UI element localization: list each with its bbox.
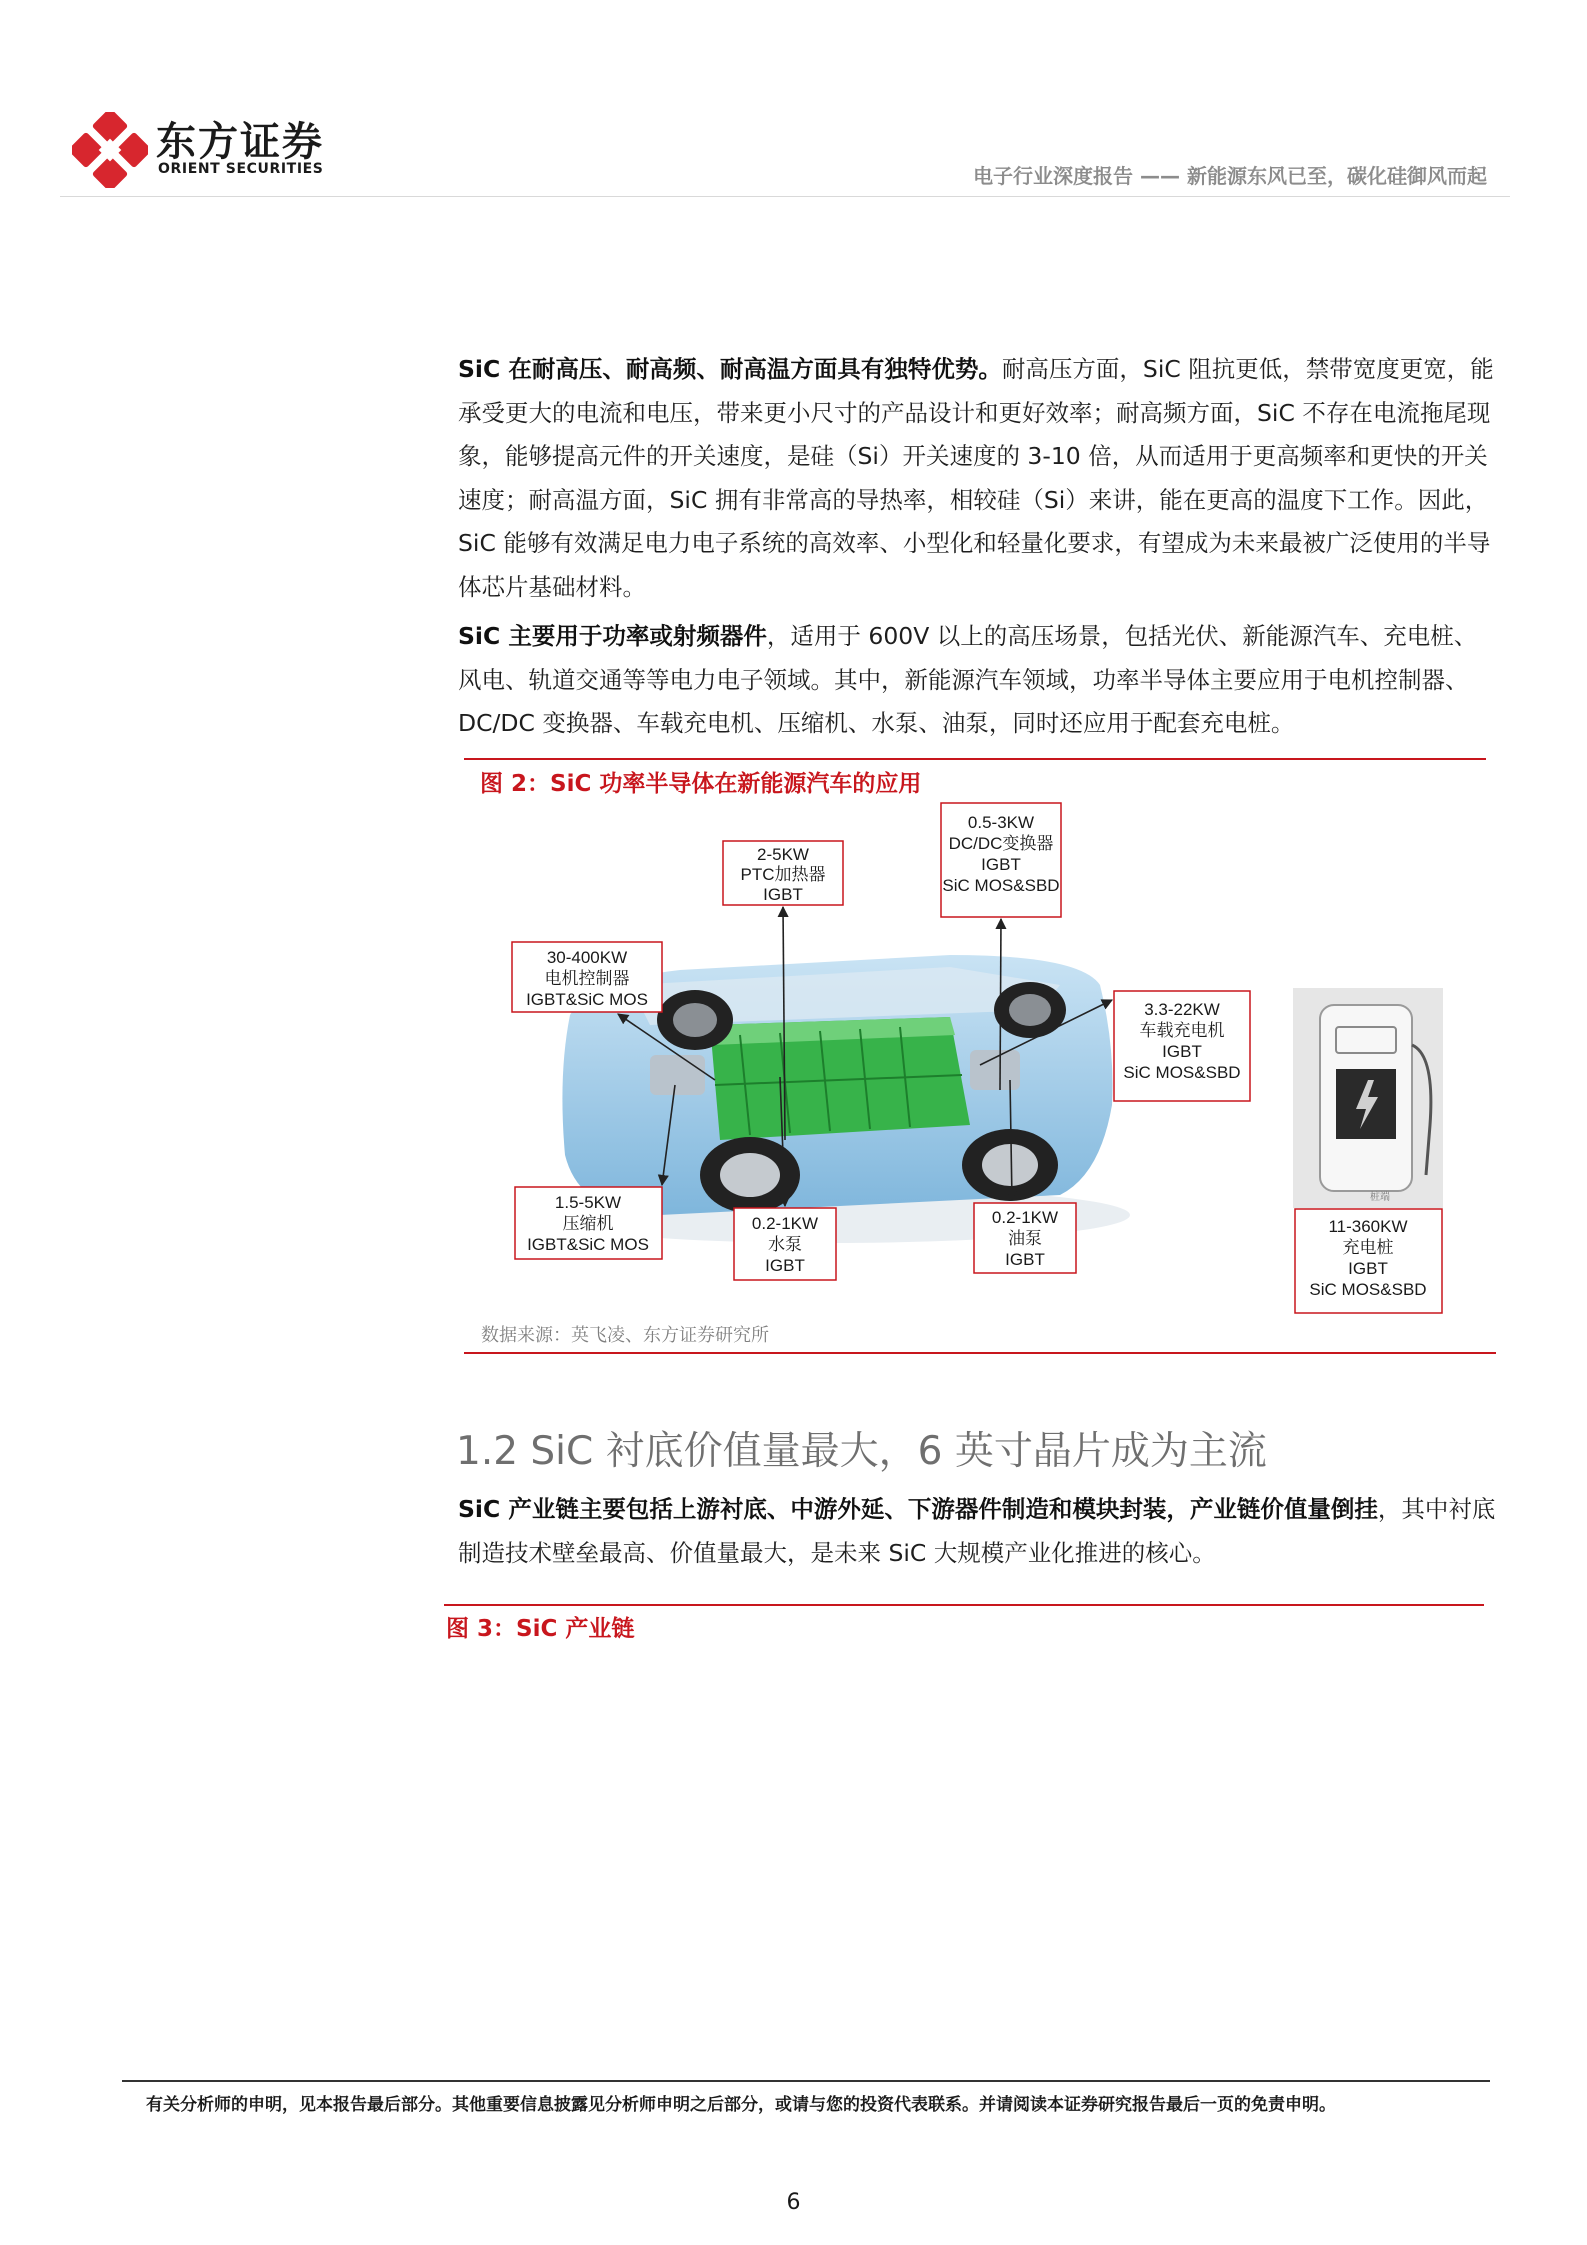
wheel-icon xyxy=(994,982,1066,1038)
label-box-onboard-charger xyxy=(1114,991,1250,1101)
paragraph-lead: SiC 产业链主要包括上游衬底、中游外延、下游器件制造和模块封装，产业链价值量倒挂 xyxy=(458,1495,1378,1523)
logo-chinese-name: 东方证券 xyxy=(156,119,324,165)
svg-text:2-5KWPTC加热器IGBT: 2-5KW PTC加热器 IGBT xyxy=(740,845,826,904)
label-box-motor-controller xyxy=(512,942,662,1012)
figure-2-source: 数据来源：英飞凌、东方证券研究所 xyxy=(481,1325,769,1346)
logo-english-name: ORIENT SECURITIES xyxy=(158,161,324,177)
battery-pack-icon xyxy=(710,1017,970,1140)
svg-text:30-400KW电机控制器IGBT&SiC MOS: 30-400KW 电机控制器 IGBT&SiC MOS xyxy=(526,948,648,1009)
paragraph-lead: SiC 在耐高压、耐高频、耐高温方面具有独特优势。 xyxy=(458,355,1002,383)
svg-text:0.2-1KW水泵IGBT: 0.2-1KW 水泵 IGBT xyxy=(751,1214,819,1275)
svg-text:0.5-3KWDC/DC变换器IGBTSiC MOS&SBD: 0.5-3KW DC/DC变换器 IGBT SiC MOS&SBD xyxy=(942,813,1060,895)
paragraph-body: ，适用于 600V 以上的高压场景，包括光伏、新能源汽车、充电桩、风电、轨道交通等等电力电子领域。其中，新能源汽车领域，功率半导体主要应用于电机控制器、DC/DC 变换器、车载充电机、压缩机、水泵、油泵，同时还应用于配套充电桩。 xyxy=(458,622,1478,737)
svg-text:1.5-5KW压缩机IGBT&SiC MOS: 1.5-5KW 压缩机 IGBT&SiC MOS xyxy=(527,1193,649,1254)
label-box-charging-pile xyxy=(1295,1209,1442,1313)
charger-image-label: 桩端 xyxy=(1370,1192,1390,1203)
figure-3-caption: 图 3：SiC 产业链 xyxy=(446,1616,635,1642)
paragraph-sic-industry-chain xyxy=(458,1488,1498,1575)
paragraph-sic-advantages xyxy=(458,348,1498,609)
sic-ev-application-diagram xyxy=(500,795,1460,1315)
section-heading: 1.2 SiC 衬底价值量最大，6 英寸晶片成为主流 xyxy=(456,1429,1267,1474)
paragraph-sic-applications xyxy=(458,615,1498,746)
label-box-water-pump xyxy=(734,1208,836,1280)
footer-disclaimer: 有关分析师的申明，见本报告最后部分。其他重要信息披露见分析师申明之后部分，或请与您的投资代表联系。并请阅读本证券研究报告最后一页的免责申明。 xyxy=(146,2095,1336,2115)
paragraph-body: ，其中衬底制造技术壁垒最高、价值量最大，是未来 SiC 大规模产业化推进的核心。 xyxy=(458,1495,1496,1567)
figure-2-top-rule xyxy=(464,758,1486,760)
label-box-compressor xyxy=(515,1187,662,1259)
report-title: 电子行业深度报告 —— 新能源东风已至，碳化硅御风而起 xyxy=(973,164,1487,188)
label-box-dcdc-converter xyxy=(941,803,1061,917)
wheel-icon xyxy=(962,1129,1058,1201)
orient-securities-logo-icon xyxy=(72,112,148,188)
label-box-oil-pump xyxy=(974,1203,1076,1273)
footer-divider xyxy=(122,2080,1490,2082)
paragraph-body: 耐高压方面，SiC 阻抗更低，禁带宽度更宽，能承受更大的电流和电压，带来更小尺寸的产品设计和更好效率；耐高频方面，SiC 不存在电流拖尾现象，能够提高元件的开关速度，是硅（Si）开关速度的 3-10 倍，从而适用于更高频率和更快的开关速度；耐高温方面，SiC 拥有非常高的导热率，相较硅（Si）来讲，能在更高的温度下工作。因此，SiC 能够有效满足电力电子系统的高效率、小型化和轻量化要求，有望成为未来最被广泛使用的半导体芯片基础材料。 xyxy=(458,355,1494,601)
svg-text:0.2-1KW油泵IGBT: 0.2-1KW 油泵 IGBT xyxy=(991,1208,1059,1269)
svg-text:11-360KW充电桩IGBTSiC MOS&SBD: 11-360KW 充电桩 IGBT SiC MOS&SBD xyxy=(1309,1217,1427,1299)
header-divider xyxy=(60,196,1510,197)
page-number: 6 xyxy=(786,2190,801,2215)
rear-motor-component-icon xyxy=(970,1050,1020,1090)
figure-2-bottom-rule xyxy=(464,1352,1496,1354)
motor-component-icon xyxy=(650,1055,705,1095)
wheel-icon xyxy=(657,990,733,1050)
figure-2-caption: 图 2：SiC 功率半导体在新能源汽车的应用 xyxy=(480,771,922,797)
figure-3-top-rule xyxy=(444,1604,1484,1606)
paragraph-lead: SiC 主要用于功率或射频器件 xyxy=(458,622,767,650)
svg-text:3.3-22KW车载充电机IGBTSiC MOS&SBD: 3.3-22KW 车载充电机 IGBT SiC MOS&SBD xyxy=(1123,1000,1241,1082)
charging-station-illustration xyxy=(1293,988,1443,1208)
label-box-ptc-heater xyxy=(723,841,843,905)
